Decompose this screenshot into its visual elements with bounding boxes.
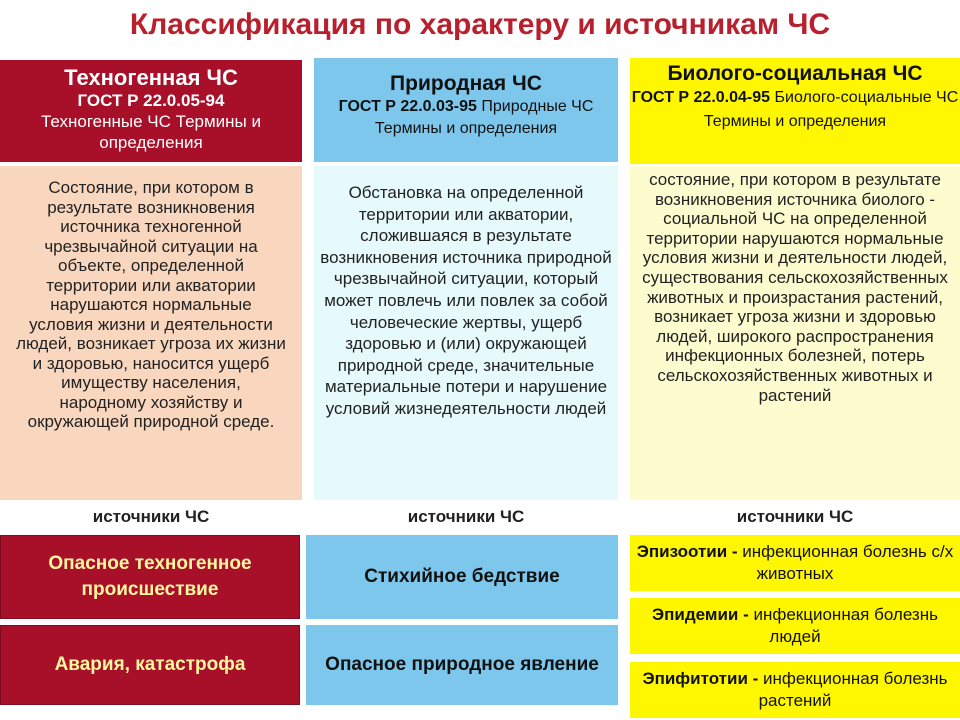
technogenic-definition: Состояние, при котором в результате возникновения источника техногенной чрезвычайной ситуации на объекте, определенной территории или акватории нарушаются нормальные условия жизни и деятельности людей, возникает угроза их жизни и здоровью, наносится ущерб имуществу населения, народному хозяйству и окружающей природной среде. — [0, 166, 302, 500]
biosocial-gost-desc: Биолого-социальные ЧС Термины и определения — [703, 89, 959, 130]
biosocial-sources-label: источники ЧС — [736, 507, 854, 526]
technogenic-gost: ГОСТ Р 22.0.05-94 — [77, 91, 225, 110]
technogenic-gost-desc: Техногенные ЧС Термины и определения — [41, 112, 261, 152]
natural-heading: Природная ЧС — [390, 72, 542, 95]
source-epizootics: Эпизоотии - инфекционная болезнь с/х животных — [630, 535, 960, 591]
slide-title: Классификация по характеру и источникам ЧС — [129, 8, 831, 41]
natural-gost-desc: Природные ЧС Термины и определения — [374, 98, 594, 137]
technogenic-heading: Техногенная ЧС — [64, 65, 238, 90]
technogenic-header — [0, 60, 302, 162]
biosocial-header — [630, 58, 960, 164]
technogenic-sources-label: источники ЧС — [92, 507, 210, 526]
source-accident-catastrophe: Авария, катастрофа — [0, 625, 300, 705]
natural-definition: Обстановка на определенной территории или акватории, сложившаяся в результате возникновения источника природной чрезвычайной ситуации, который может повлечь или повлек за собой человеческие жертвы, ущерб здоровью и (или) окружающей природной среде, значительные материальные потери и нарушение условий жизнедеятельности людей — [314, 166, 618, 500]
source-dangerous-natural-phenomenon: Опасное природное явление — [306, 625, 618, 705]
natural-sources-label: источники ЧС — [407, 507, 525, 526]
biosocial-heading: Биолого-социальная ЧС — [667, 62, 923, 85]
natural-header — [314, 58, 618, 162]
source-dangerous-technogenic-incident: Опасное техногенное происшествие — [0, 535, 300, 619]
biosocial-gost: ГОСТ Р 22.0.04-95 — [631, 89, 771, 106]
source-natural-disaster: Стихийное бедствие — [306, 535, 618, 619]
source-epiphytotics: Эпифитотии - инфекционная болезнь растений — [630, 662, 960, 718]
biosocial-definition: состояние, при котором в результате возникновения источника биолого - социальной ЧС на определенной территории нарушаются нормальные условия жизни и деятельности людей, существования сельскохозяйственных животных и произрастания растений, возникает угроза жизни и здоровью людей, широкого распространения инфекционных болезней, потерь сельскохозяйственных животных и растений — [630, 166, 960, 500]
source-epidemics: Эпидемии - инфекционная болезнь людей — [630, 598, 960, 654]
natural-gost: ГОСТ Р 22.0.03-95 — [338, 98, 477, 115]
